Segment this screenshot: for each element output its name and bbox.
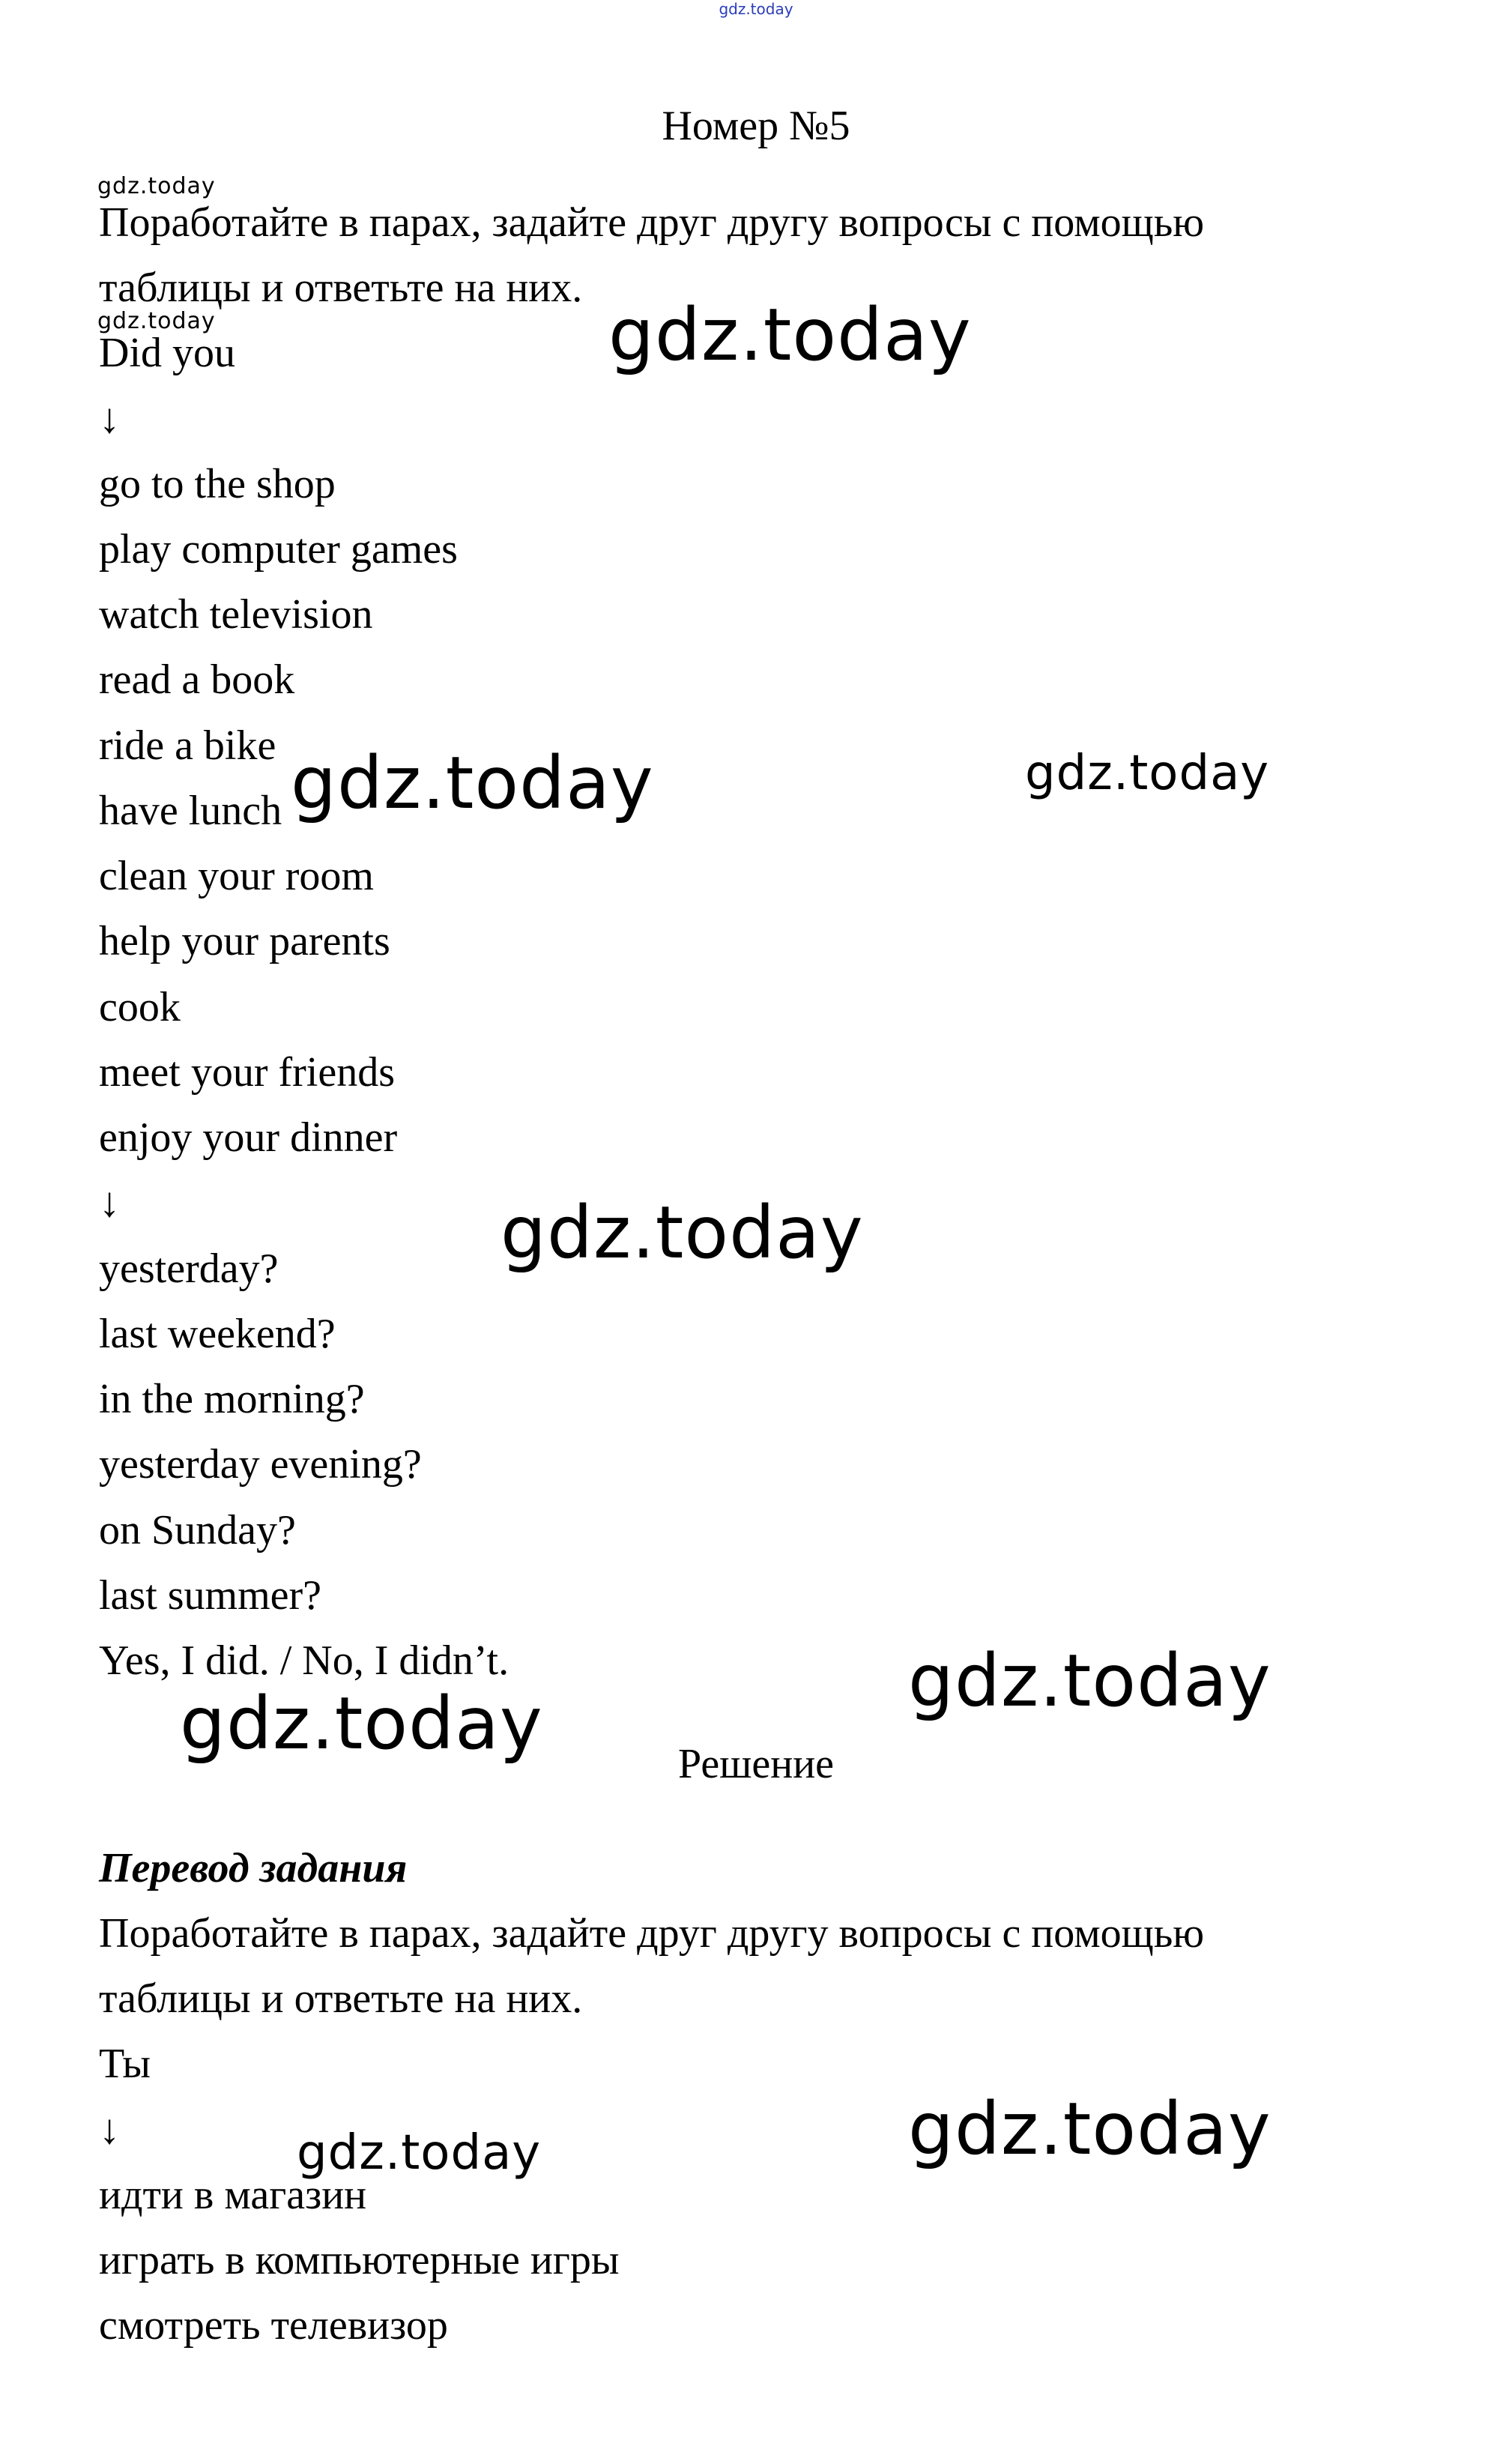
solution-label: Решение <box>677 1741 835 1787</box>
activity-item: have lunch <box>99 788 282 834</box>
watermark-top: gdz.today <box>719 0 793 18</box>
activity-item: help your parents <box>99 918 390 964</box>
time-item: on Sunday? <box>99 1507 296 1553</box>
translation-activity-item: смотреть телевизор <box>99 2302 448 2349</box>
task-line-1: Поработайте в парах, задайте друг другу вопросы с помощью <box>99 199 1205 246</box>
activity-item: clean your room <box>99 853 374 899</box>
watermark-small: gdz.today <box>97 308 216 334</box>
watermark-medium: gdz.today <box>1025 746 1270 801</box>
activity-item: ride a bike <box>99 722 276 769</box>
answer-pattern: Yes, I did. / No, I didn’t. <box>99 1637 509 1684</box>
activity-item: go to the shop <box>99 461 336 507</box>
activity-item: enjoy your dinner <box>99 1114 398 1161</box>
time-item: last weekend? <box>99 1311 336 1357</box>
time-item: yesterday? <box>99 1245 279 1292</box>
translation-heading: Перевод задания <box>99 1845 408 1891</box>
watermark-medium: gdz.today <box>297 2125 542 2181</box>
arrow-down-icon: ↓ <box>99 396 120 442</box>
translation-head: Ты <box>99 2041 151 2087</box>
time-item: last summer? <box>99 1572 322 1619</box>
activity-item: read a book <box>99 656 295 703</box>
watermark-large: gdz.today <box>501 1191 864 1275</box>
translation-line-2: таблицы и ответьте на них. <box>99 1975 583 2022</box>
watermark-small: gdz.today <box>97 173 216 199</box>
translation-activity-item: идти в магазин <box>99 2172 367 2218</box>
activity-item: watch television <box>99 591 373 638</box>
watermark-large: gdz.today <box>608 293 972 377</box>
activity-item: cook <box>99 984 181 1030</box>
watermark-large: gdz.today <box>291 741 654 825</box>
arrow-down-icon: ↓ <box>99 2107 120 2153</box>
translation-activity-item: играть в компьютерные игры <box>99 2237 620 2283</box>
translation-line-1: Поработайте в парах, задайте друг другу вопросы с помощью <box>99 1910 1205 1957</box>
table-head: Did you <box>99 330 235 376</box>
arrow-down-icon: ↓ <box>99 1180 120 1226</box>
page-title: Номер №5 <box>662 103 850 149</box>
time-item: yesterday evening? <box>99 1441 422 1488</box>
task-line-2: таблицы и ответьте на них. <box>99 265 583 311</box>
activity-item: meet your friends <box>99 1049 395 1096</box>
watermark-large: gdz.today <box>180 1682 543 1766</box>
time-item: in the morning? <box>99 1376 365 1422</box>
activity-item: play computer games <box>99 526 458 573</box>
watermark-large: gdz.today <box>908 2087 1271 2171</box>
watermark-large: gdz.today <box>908 1639 1271 1723</box>
